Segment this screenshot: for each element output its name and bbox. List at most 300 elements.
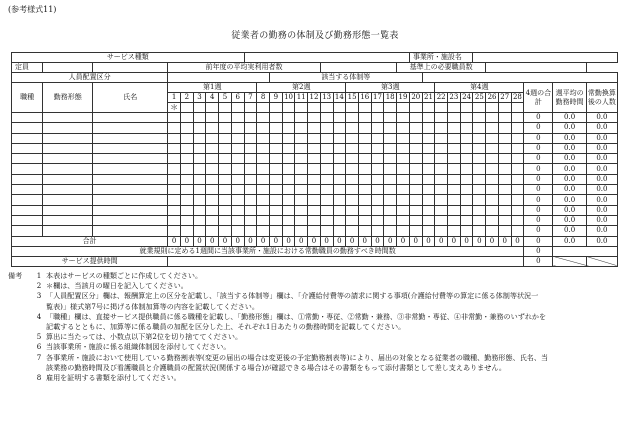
hours-cell[interactable] [206, 113, 219, 123]
hours-cell[interactable] [460, 154, 473, 164]
hours-cell[interactable] [168, 215, 181, 225]
weekday-cell[interactable] [460, 103, 473, 113]
hours-cell[interactable] [473, 174, 486, 184]
hours-cell[interactable] [473, 143, 486, 153]
hours-cell[interactable] [384, 174, 397, 184]
hours-cell[interactable] [180, 154, 193, 164]
hours-cell[interactable] [397, 123, 410, 133]
hours-cell[interactable] [244, 226, 257, 236]
hours-cell[interactable] [346, 143, 359, 153]
occupation-cell[interactable] [12, 205, 43, 215]
hours-cell[interactable] [473, 133, 486, 143]
hours-cell[interactable] [206, 133, 219, 143]
hours-cell[interactable] [168, 185, 181, 195]
hours-cell[interactable] [371, 174, 384, 184]
hours-cell[interactable] [282, 185, 295, 195]
hours-cell[interactable] [219, 164, 232, 174]
hours-cell[interactable] [384, 143, 397, 153]
hours-cell[interactable] [180, 205, 193, 215]
hours-cell[interactable] [448, 174, 461, 184]
hours-cell[interactable] [409, 154, 422, 164]
hours-cell[interactable] [180, 195, 193, 205]
hours-cell[interactable] [270, 133, 283, 143]
facility-name-value[interactable] [473, 53, 618, 63]
hours-cell[interactable] [422, 164, 435, 174]
hours-cell[interactable] [270, 113, 283, 123]
hours-cell[interactable] [409, 113, 422, 123]
hours-cell[interactable] [460, 143, 473, 153]
hours-cell[interactable] [206, 143, 219, 153]
hours-cell[interactable] [320, 133, 333, 143]
hours-cell[interactable] [435, 123, 448, 133]
weekday-cell[interactable] [435, 103, 448, 113]
required-staff-value[interactable] [486, 63, 587, 73]
hours-cell[interactable] [270, 205, 283, 215]
weekday-cell[interactable] [511, 103, 524, 113]
hours-cell[interactable] [486, 113, 499, 123]
hours-cell[interactable] [244, 123, 257, 133]
hours-cell[interactable] [409, 174, 422, 184]
hours-cell[interactable] [193, 164, 206, 174]
hours-cell[interactable] [282, 154, 295, 164]
hours-cell[interactable] [320, 226, 333, 236]
hours-cell[interactable] [333, 185, 346, 195]
hours-cell[interactable] [511, 174, 524, 184]
work-type-cell[interactable] [43, 143, 93, 153]
hours-cell[interactable] [333, 143, 346, 153]
hours-cell[interactable] [180, 133, 193, 143]
hours-cell[interactable] [409, 133, 422, 143]
hours-cell[interactable] [231, 226, 244, 236]
hours-cell[interactable] [358, 195, 371, 205]
hours-cell[interactable] [231, 205, 244, 215]
hours-cell[interactable] [358, 123, 371, 133]
hours-cell[interactable] [295, 164, 308, 174]
hours-cell[interactable] [193, 133, 206, 143]
occupation-cell[interactable] [12, 133, 43, 143]
hours-cell[interactable] [397, 195, 410, 205]
hours-cell[interactable] [282, 164, 295, 174]
hours-cell[interactable] [460, 123, 473, 133]
hours-cell[interactable] [180, 113, 193, 123]
hours-cell[interactable] [193, 143, 206, 153]
hours-cell[interactable] [333, 133, 346, 143]
hours-cell[interactable] [333, 113, 346, 123]
day-marker[interactable]: ＊ [168, 103, 181, 113]
hours-cell[interactable] [231, 154, 244, 164]
hours-cell[interactable] [295, 143, 308, 153]
hours-cell[interactable] [384, 164, 397, 174]
hours-cell[interactable] [193, 113, 206, 123]
weekday-cell[interactable] [371, 103, 384, 113]
hours-cell[interactable] [384, 195, 397, 205]
hours-cell[interactable] [244, 215, 257, 225]
weekday-cell[interactable] [320, 103, 333, 113]
hours-cell[interactable] [473, 205, 486, 215]
hours-cell[interactable] [257, 164, 270, 174]
hours-cell[interactable] [193, 185, 206, 195]
hours-cell[interactable] [511, 154, 524, 164]
hours-cell[interactable] [308, 215, 321, 225]
hours-cell[interactable] [168, 123, 181, 133]
hours-cell[interactable] [333, 174, 346, 184]
hours-cell[interactable] [333, 195, 346, 205]
hours-cell[interactable] [397, 164, 410, 174]
hours-cell[interactable] [206, 123, 219, 133]
name-cell[interactable] [93, 133, 168, 143]
hours-cell[interactable] [511, 164, 524, 174]
hours-cell[interactable] [257, 195, 270, 205]
hours-cell[interactable] [270, 154, 283, 164]
hours-cell[interactable] [486, 133, 499, 143]
hours-cell[interactable] [320, 113, 333, 123]
hours-cell[interactable] [460, 205, 473, 215]
hours-cell[interactable] [282, 215, 295, 225]
hours-cell[interactable] [244, 133, 257, 143]
hours-cell[interactable] [282, 174, 295, 184]
work-type-cell[interactable] [43, 195, 93, 205]
hours-cell[interactable] [486, 215, 499, 225]
hours-cell[interactable] [244, 164, 257, 174]
weekday-cell[interactable] [486, 103, 499, 113]
name-cell[interactable] [93, 195, 168, 205]
hours-cell[interactable] [371, 215, 384, 225]
name-cell[interactable] [93, 215, 168, 225]
hours-cell[interactable] [473, 113, 486, 123]
hours-cell[interactable] [409, 143, 422, 153]
hours-cell[interactable] [346, 205, 359, 215]
hours-cell[interactable] [371, 185, 384, 195]
hours-cell[interactable] [435, 154, 448, 164]
hours-cell[interactable] [435, 215, 448, 225]
hours-cell[interactable] [168, 195, 181, 205]
hours-cell[interactable] [435, 226, 448, 236]
hours-cell[interactable] [460, 195, 473, 205]
weekday-cell[interactable] [498, 103, 511, 113]
hours-cell[interactable] [422, 143, 435, 153]
hours-cell[interactable] [270, 215, 283, 225]
hours-cell[interactable] [193, 195, 206, 205]
hours-cell[interactable] [295, 226, 308, 236]
hours-cell[interactable] [422, 226, 435, 236]
hours-cell[interactable] [295, 174, 308, 184]
hours-cell[interactable] [371, 195, 384, 205]
hours-cell[interactable] [244, 195, 257, 205]
hours-cell[interactable] [219, 113, 232, 123]
work-type-cell[interactable] [43, 123, 93, 133]
hours-cell[interactable] [371, 133, 384, 143]
hours-cell[interactable] [384, 113, 397, 123]
prev-year-users-value[interactable] [320, 63, 396, 73]
hours-cell[interactable] [409, 226, 422, 236]
hours-cell[interactable] [435, 133, 448, 143]
hours-cell[interactable] [257, 113, 270, 123]
hours-cell[interactable] [231, 133, 244, 143]
hours-cell[interactable] [333, 154, 346, 164]
hours-cell[interactable] [346, 154, 359, 164]
hours-cell[interactable] [231, 185, 244, 195]
hours-cell[interactable] [231, 195, 244, 205]
hours-cell[interactable] [168, 205, 181, 215]
hours-cell[interactable] [473, 123, 486, 133]
hours-cell[interactable] [397, 215, 410, 225]
hours-cell[interactable] [448, 205, 461, 215]
occupation-cell[interactable] [12, 174, 43, 184]
hours-cell[interactable] [384, 185, 397, 195]
hours-cell[interactable] [168, 164, 181, 174]
system-value[interactable] [422, 73, 617, 83]
hours-cell[interactable] [473, 185, 486, 195]
hours-cell[interactable] [422, 113, 435, 123]
hours-cell[interactable] [486, 154, 499, 164]
hours-cell[interactable] [219, 174, 232, 184]
hours-cell[interactable] [295, 123, 308, 133]
hours-cell[interactable] [346, 133, 359, 143]
weekday-cell[interactable] [448, 103, 461, 113]
hours-cell[interactable] [498, 154, 511, 164]
hours-cell[interactable] [358, 154, 371, 164]
hours-cell[interactable] [244, 185, 257, 195]
hours-cell[interactable] [257, 185, 270, 195]
hours-cell[interactable] [371, 113, 384, 123]
hours-cell[interactable] [308, 185, 321, 195]
hours-cell[interactable] [168, 143, 181, 153]
hours-cell[interactable] [511, 123, 524, 133]
weekday-cell[interactable] [473, 103, 486, 113]
hours-cell[interactable] [320, 154, 333, 164]
hours-cell[interactable] [460, 174, 473, 184]
hours-cell[interactable] [498, 143, 511, 153]
hours-cell[interactable] [498, 123, 511, 133]
hours-cell[interactable] [219, 226, 232, 236]
hours-cell[interactable] [193, 174, 206, 184]
work-type-cell[interactable] [43, 205, 93, 215]
hours-cell[interactable] [270, 195, 283, 205]
hours-cell[interactable] [358, 226, 371, 236]
hours-cell[interactable] [435, 205, 448, 215]
hours-cell[interactable] [422, 185, 435, 195]
hours-cell[interactable] [371, 164, 384, 174]
hours-cell[interactable] [282, 226, 295, 236]
hours-cell[interactable] [346, 226, 359, 236]
hours-cell[interactable] [409, 195, 422, 205]
hours-cell[interactable] [448, 215, 461, 225]
hours-cell[interactable] [295, 205, 308, 215]
hours-cell[interactable] [473, 195, 486, 205]
hours-cell[interactable] [473, 226, 486, 236]
hours-cell[interactable] [511, 226, 524, 236]
hours-cell[interactable] [397, 133, 410, 143]
hours-cell[interactable] [448, 123, 461, 133]
hours-cell[interactable] [384, 133, 397, 143]
hours-cell[interactable] [409, 164, 422, 174]
hours-cell[interactable] [448, 226, 461, 236]
hours-cell[interactable] [295, 133, 308, 143]
service-type-value[interactable] [244, 53, 409, 63]
hours-cell[interactable] [486, 143, 499, 153]
hours-cell[interactable] [409, 205, 422, 215]
hours-cell[interactable] [180, 123, 193, 133]
name-cell[interactable] [93, 174, 168, 184]
hours-cell[interactable] [282, 195, 295, 205]
hours-cell[interactable] [320, 195, 333, 205]
work-type-cell[interactable] [43, 215, 93, 225]
hours-cell[interactable] [244, 113, 257, 123]
hours-cell[interactable] [397, 226, 410, 236]
hours-cell[interactable] [358, 215, 371, 225]
hours-cell[interactable] [397, 143, 410, 153]
occupation-cell[interactable] [12, 154, 43, 164]
hours-cell[interactable] [498, 133, 511, 143]
hours-cell[interactable] [435, 195, 448, 205]
weekday-cell[interactable] [358, 103, 371, 113]
hours-cell[interactable] [358, 164, 371, 174]
work-type-cell[interactable] [43, 164, 93, 174]
hours-cell[interactable] [244, 154, 257, 164]
hours-cell[interactable] [320, 185, 333, 195]
hours-cell[interactable] [295, 185, 308, 195]
hours-cell[interactable] [257, 215, 270, 225]
name-cell[interactable] [93, 164, 168, 174]
hours-cell[interactable] [346, 123, 359, 133]
hours-cell[interactable] [486, 185, 499, 195]
hours-cell[interactable] [358, 174, 371, 184]
hours-cell[interactable] [460, 164, 473, 174]
hours-cell[interactable] [193, 154, 206, 164]
work-type-cell[interactable] [43, 113, 93, 123]
hours-cell[interactable] [257, 226, 270, 236]
name-cell[interactable] [93, 226, 168, 236]
work-type-cell[interactable] [43, 154, 93, 164]
hours-cell[interactable] [422, 123, 435, 133]
hours-cell[interactable] [346, 174, 359, 184]
name-cell[interactable] [93, 113, 168, 123]
hours-cell[interactable] [333, 215, 346, 225]
hours-cell[interactable] [206, 195, 219, 205]
hours-cell[interactable] [448, 113, 461, 123]
hours-cell[interactable] [460, 133, 473, 143]
hours-cell[interactable] [511, 215, 524, 225]
hours-cell[interactable] [219, 154, 232, 164]
hours-cell[interactable] [371, 205, 384, 215]
hours-cell[interactable] [295, 154, 308, 164]
hours-cell[interactable] [397, 154, 410, 164]
hours-cell[interactable] [320, 215, 333, 225]
hours-cell[interactable] [448, 164, 461, 174]
hours-cell[interactable] [219, 195, 232, 205]
hours-cell[interactable] [168, 226, 181, 236]
work-type-cell[interactable] [43, 174, 93, 184]
hours-cell[interactable] [282, 123, 295, 133]
hours-cell[interactable] [270, 185, 283, 195]
hours-cell[interactable] [308, 154, 321, 164]
hours-cell[interactable] [295, 215, 308, 225]
work-type-cell[interactable] [43, 185, 93, 195]
weekday-cell[interactable] [180, 103, 193, 113]
hours-cell[interactable] [282, 205, 295, 215]
hours-cell[interactable] [460, 215, 473, 225]
weekday-cell[interactable] [422, 103, 435, 113]
hours-cell[interactable] [320, 205, 333, 215]
hours-cell[interactable] [511, 195, 524, 205]
hours-cell[interactable] [384, 154, 397, 164]
work-type-cell[interactable] [43, 226, 93, 236]
capacity-value[interactable] [43, 63, 93, 73]
hours-cell[interactable] [486, 195, 499, 205]
hours-cell[interactable] [168, 174, 181, 184]
hours-cell[interactable] [231, 123, 244, 133]
hours-cell[interactable] [270, 174, 283, 184]
hours-cell[interactable] [206, 154, 219, 164]
occupation-cell[interactable] [12, 215, 43, 225]
service-hours-blank[interactable] [168, 256, 524, 266]
hours-cell[interactable] [435, 164, 448, 174]
occupation-cell[interactable] [12, 123, 43, 133]
hours-cell[interactable] [422, 195, 435, 205]
hours-cell[interactable] [486, 205, 499, 215]
hours-cell[interactable] [282, 113, 295, 123]
occupation-cell[interactable] [12, 226, 43, 236]
hours-cell[interactable] [448, 133, 461, 143]
hours-cell[interactable] [193, 205, 206, 215]
hours-cell[interactable] [308, 195, 321, 205]
hours-cell[interactable] [308, 205, 321, 215]
hours-cell[interactable] [244, 143, 257, 153]
hours-cell[interactable] [486, 226, 499, 236]
hours-cell[interactable] [333, 123, 346, 133]
hours-cell[interactable] [257, 154, 270, 164]
hours-cell[interactable] [308, 113, 321, 123]
hours-cell[interactable] [397, 185, 410, 195]
hours-cell[interactable] [206, 215, 219, 225]
hours-cell[interactable] [448, 185, 461, 195]
occupation-cell[interactable] [12, 113, 43, 123]
hours-cell[interactable] [308, 164, 321, 174]
hours-cell[interactable] [257, 133, 270, 143]
hours-cell[interactable] [168, 113, 181, 123]
hours-cell[interactable] [346, 185, 359, 195]
hours-cell[interactable] [460, 113, 473, 123]
hours-cell[interactable] [206, 164, 219, 174]
hours-cell[interactable] [282, 133, 295, 143]
weekday-cell[interactable] [244, 103, 257, 113]
hours-cell[interactable] [282, 143, 295, 153]
hours-cell[interactable] [498, 195, 511, 205]
hours-cell[interactable] [397, 113, 410, 123]
hours-cell[interactable] [206, 226, 219, 236]
hours-cell[interactable] [193, 226, 206, 236]
hours-cell[interactable] [180, 226, 193, 236]
hours-cell[interactable] [257, 205, 270, 215]
hours-cell[interactable] [371, 143, 384, 153]
hours-cell[interactable] [270, 123, 283, 133]
hours-cell[interactable] [498, 174, 511, 184]
staff-category-value[interactable] [168, 73, 270, 83]
hours-cell[interactable] [180, 185, 193, 195]
hours-cell[interactable] [358, 143, 371, 153]
name-cell[interactable] [93, 123, 168, 133]
hours-cell[interactable] [409, 123, 422, 133]
hours-cell[interactable] [473, 164, 486, 174]
hours-cell[interactable] [308, 226, 321, 236]
hours-cell[interactable] [180, 143, 193, 153]
hours-cell[interactable] [180, 174, 193, 184]
hours-cell[interactable] [193, 215, 206, 225]
hours-cell[interactable] [460, 226, 473, 236]
hours-cell[interactable] [333, 226, 346, 236]
occupation-cell[interactable] [12, 164, 43, 174]
hours-cell[interactable] [498, 164, 511, 174]
